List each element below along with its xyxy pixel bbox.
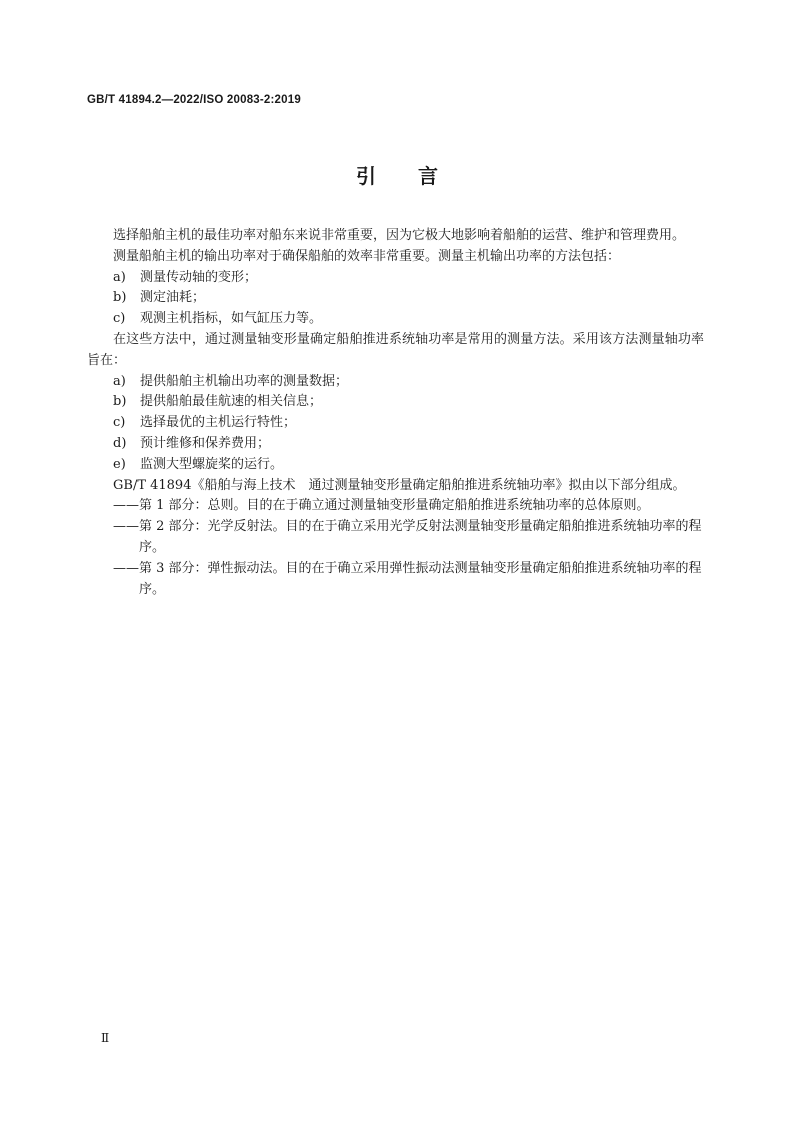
list-item	[87, 413, 704, 434]
page-title: 引言	[356, 164, 480, 188]
standard-code-header: GB/T 41894.2—2022/ISO 20083-2:2019	[87, 94, 301, 106]
list-item	[87, 392, 704, 413]
paragraph-intro: 选择船舶主机的最佳功率对船东来说非常重要，因为它极大地影响着船舶的运营、维护和管理费用。	[113, 228, 686, 243]
list-item-label: c)	[113, 311, 126, 327]
list-item-text: 测定油耗；	[140, 290, 206, 306]
list-item-label: d)	[113, 435, 127, 451]
list-item-text: 选择最优的主机运行特性；	[140, 415, 297, 431]
list-item-text: 预计维修和保养费用；	[140, 435, 271, 451]
list-item-label: a)	[113, 269, 126, 285]
dash-mark: ——	[113, 560, 139, 576]
page-number: Ⅱ	[101, 1031, 110, 1045]
part-item	[87, 517, 704, 559]
list-item	[87, 309, 704, 330]
list-item-text: 观测主机指标，如气缸压力等。	[140, 311, 323, 327]
part-item	[87, 559, 704, 601]
list-item-label: c)	[113, 415, 126, 431]
paragraph-purpose: 在这些方法中，通过测量轴变形量确定船舶推进系统轴功率是常用的测量方法。采用该方法测量轴功率旨在：	[87, 331, 704, 368]
part-item-text: 第 3 部分：弹性振动法。目的在于确立采用弹性振动法测量轴变形量确定船舶推进系统轴功率的程序。	[139, 560, 702, 597]
paragraph-methods: 测量船舶主机的输出功率对于确保船舶的效率非常重要。测量主机输出功率的方法包括：	[113, 248, 621, 264]
list-item-label: e)	[113, 456, 126, 472]
list-item-text: 提供船舶最佳航速的相关信息；	[140, 394, 323, 410]
list-item-label: a)	[113, 373, 126, 389]
paragraph-structure: GB/T 41894《船舶与海上技术 通过测量轴变形量确定船舶推进系统轴功率》拟由以下部分组成。	[113, 477, 686, 493]
part-item-text: 第 2 部分：光学反射法。目的在于确立采用光学反射法测量轴变形量确定船舶推进系统轴功率的程序。	[139, 519, 702, 555]
part-item-text: 第 1 部分：总则。目的在于确立通过测量轴变形量确定船舶推进系统轴功率的总体原则。	[139, 498, 650, 514]
part-item	[87, 496, 704, 517]
dash-mark: ——	[113, 498, 139, 514]
list-item	[87, 434, 704, 455]
list-item-text: 提供船舶主机输出功率的测量数据；	[140, 373, 349, 389]
list-item-text: 测量传动轴的变形；	[140, 269, 258, 285]
list-item	[87, 455, 704, 476]
list-item-label: b)	[113, 394, 127, 410]
list-item-label: b)	[113, 290, 127, 306]
list-item-text: 监测大型螺旋桨的运行。	[140, 456, 284, 472]
list-item	[87, 288, 704, 309]
body-content	[87, 226, 704, 600]
list-item	[87, 268, 704, 289]
dash-mark: ——	[113, 519, 139, 535]
list-item	[87, 372, 704, 393]
